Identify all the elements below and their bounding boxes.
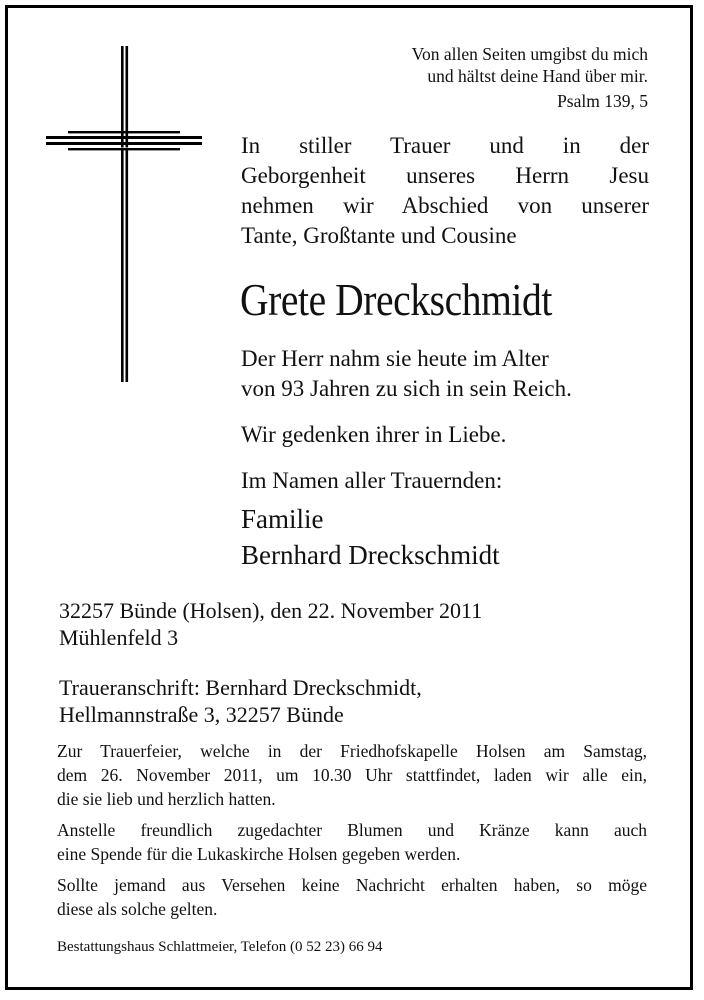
signoff-family: Familie bbox=[241, 504, 324, 534]
funeral-info-line-2: dem 26. November 2011, um 10.30 Uhr stattfindet, laden wir alle ein, bbox=[57, 765, 647, 785]
funeral-info bbox=[57, 739, 647, 811]
funeral-info-line-1: Zur Trauerfeier, welche in der Friedhofskapelle Holsen am Samstag, bbox=[57, 741, 647, 761]
remembrance-text: Wir gedenken ihrer in Liebe. bbox=[241, 422, 507, 447]
intro-line-4: Tante, Großtante und Cousine bbox=[241, 223, 517, 248]
age-line-1: Der Herr nahm sie heute im Alter bbox=[241, 346, 549, 371]
notice-info bbox=[57, 873, 647, 921]
signoff-intro: Im Namen aller Trauernden: bbox=[241, 468, 503, 493]
deceased-name: Grete Dreckschmidt bbox=[240, 274, 552, 325]
place-date-line-2: Mühlenfeld 3 bbox=[59, 625, 179, 650]
funeral-info-line-3: die sie lieb und herzlich hatten. bbox=[57, 789, 276, 809]
funeral-home-footer: Bestattungshaus Schlattmeier, Telefon (0 52 23) 66 94 bbox=[57, 939, 383, 955]
intro-line-1: In stiller Trauer und in der bbox=[241, 133, 649, 158]
intro-text bbox=[241, 131, 649, 251]
motto-line-2: und hältst deine Hand über mir. bbox=[427, 66, 648, 86]
place-date-line-1: 32257 Bünde (Holsen), den 22. November 2011 bbox=[59, 598, 483, 623]
intro-line-3: nehmen wir Abschied von unserer bbox=[241, 193, 649, 218]
notice-info-line-2: diese als solche gelten. bbox=[57, 899, 218, 919]
mourning-address-line-2: Hellmannstraße 3, 32257 Bünde bbox=[59, 702, 344, 727]
signoff-name: Bernhard Dreckschmidt bbox=[241, 540, 500, 570]
age-line-2: von 93 Jahren zu sich in sein Reich. bbox=[241, 376, 572, 401]
cross-icon bbox=[46, 46, 202, 382]
motto-line-1: Von allen Seiten umgibst du mich bbox=[411, 44, 648, 64]
donation-info bbox=[57, 818, 647, 866]
donation-info-line-1: Anstelle freundlich zugedachter Blumen und Kränze kann auch bbox=[57, 820, 647, 840]
donation-info-line-2: eine Spende für die Lukaskirche Holsen gegeben werden. bbox=[57, 844, 461, 864]
intro-line-2: Geborgenheit unseres Herrn Jesu bbox=[241, 163, 649, 188]
motto-source: Psalm 139, 5 bbox=[557, 91, 648, 111]
notice-info-line-1: Sollte jemand aus Versehen keine Nachricht erhalten haben, so möge bbox=[57, 875, 647, 895]
mourning-address-line-1: Traueranschrift: Bernhard Dreckschmidt, bbox=[59, 675, 422, 700]
